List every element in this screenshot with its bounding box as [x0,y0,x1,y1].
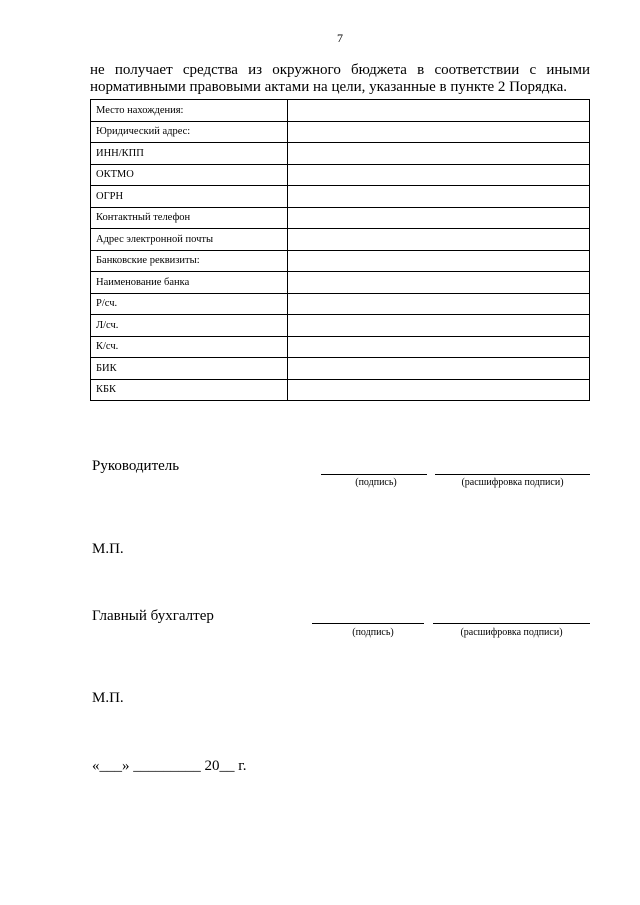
accountant-title: Главный бухгалтер [92,608,214,624]
row-value-cell[interactable] [288,207,590,229]
table-row [91,100,590,122]
row-label: Юридический адрес: [91,121,288,143]
row-label: Р/сч. [91,293,288,315]
row-value-cell[interactable] [288,358,590,380]
row-value-cell[interactable] [288,229,590,251]
head-decoding-caption: (расшифровка подписи) [461,477,564,488]
table-row [91,250,590,272]
row-label: Адрес электронной почты [91,229,288,251]
row-label: ИНН/КПП [91,143,288,165]
table-row [91,207,590,229]
row-label: Наименование банка [91,272,288,294]
table-row [91,379,590,401]
row-label: ОКТМО [91,164,288,186]
accountant-decoding-caption: (расшифровка подписи) [460,627,563,638]
table-row [91,358,590,380]
page-number: 7 [337,31,343,45]
table-row [91,293,590,315]
row-value-cell[interactable] [288,250,590,272]
table-row [91,164,590,186]
head-signature-line[interactable] [321,474,427,475]
table-row [91,336,590,358]
head-title: Руководитель [92,458,180,474]
stamp-place-2: М.П. [92,690,124,706]
accountant-signature-line[interactable] [312,623,424,624]
row-label: Место нахождения: [91,100,288,122]
row-value-cell[interactable] [288,100,590,122]
table-row [91,186,590,208]
row-value-cell[interactable] [288,121,590,143]
stamp-place-1: М.П. [92,541,124,557]
row-label: Контактный телефон [91,207,288,229]
row-value-cell[interactable] [288,272,590,294]
table-row [91,272,590,294]
details-table [90,99,590,401]
row-value-cell[interactable] [288,143,590,165]
date-line[interactable]: «___» _________ 20__ г. [92,758,247,774]
table-row [91,121,590,143]
table-row [91,315,590,337]
accountant-signature-caption: (подпись) [352,627,394,638]
head-signature-caption: (подпись) [355,477,397,488]
row-value-cell[interactable] [288,164,590,186]
row-value-cell[interactable] [288,293,590,315]
row-value-cell[interactable] [288,379,590,401]
row-label: КБК [91,379,288,401]
intro-paragraph: не получает средства из окружного бюджета в соответствии с иными нормативными правовыми актами на цели, указанные в пункте 2 Порядка. [90,62,590,95]
row-value-cell[interactable] [288,315,590,337]
row-value-cell[interactable] [288,336,590,358]
row-label: БИК [91,358,288,380]
table-row [91,229,590,251]
row-label: ОГРН [91,186,288,208]
accountant-decoding-line[interactable] [433,623,590,624]
row-label: Банковские реквизиты: [91,250,288,272]
row-label: К/сч. [91,336,288,358]
head-decoding-line[interactable] [435,474,590,475]
table-row [91,143,590,165]
row-value-cell[interactable] [288,186,590,208]
row-label: Л/сч. [91,315,288,337]
